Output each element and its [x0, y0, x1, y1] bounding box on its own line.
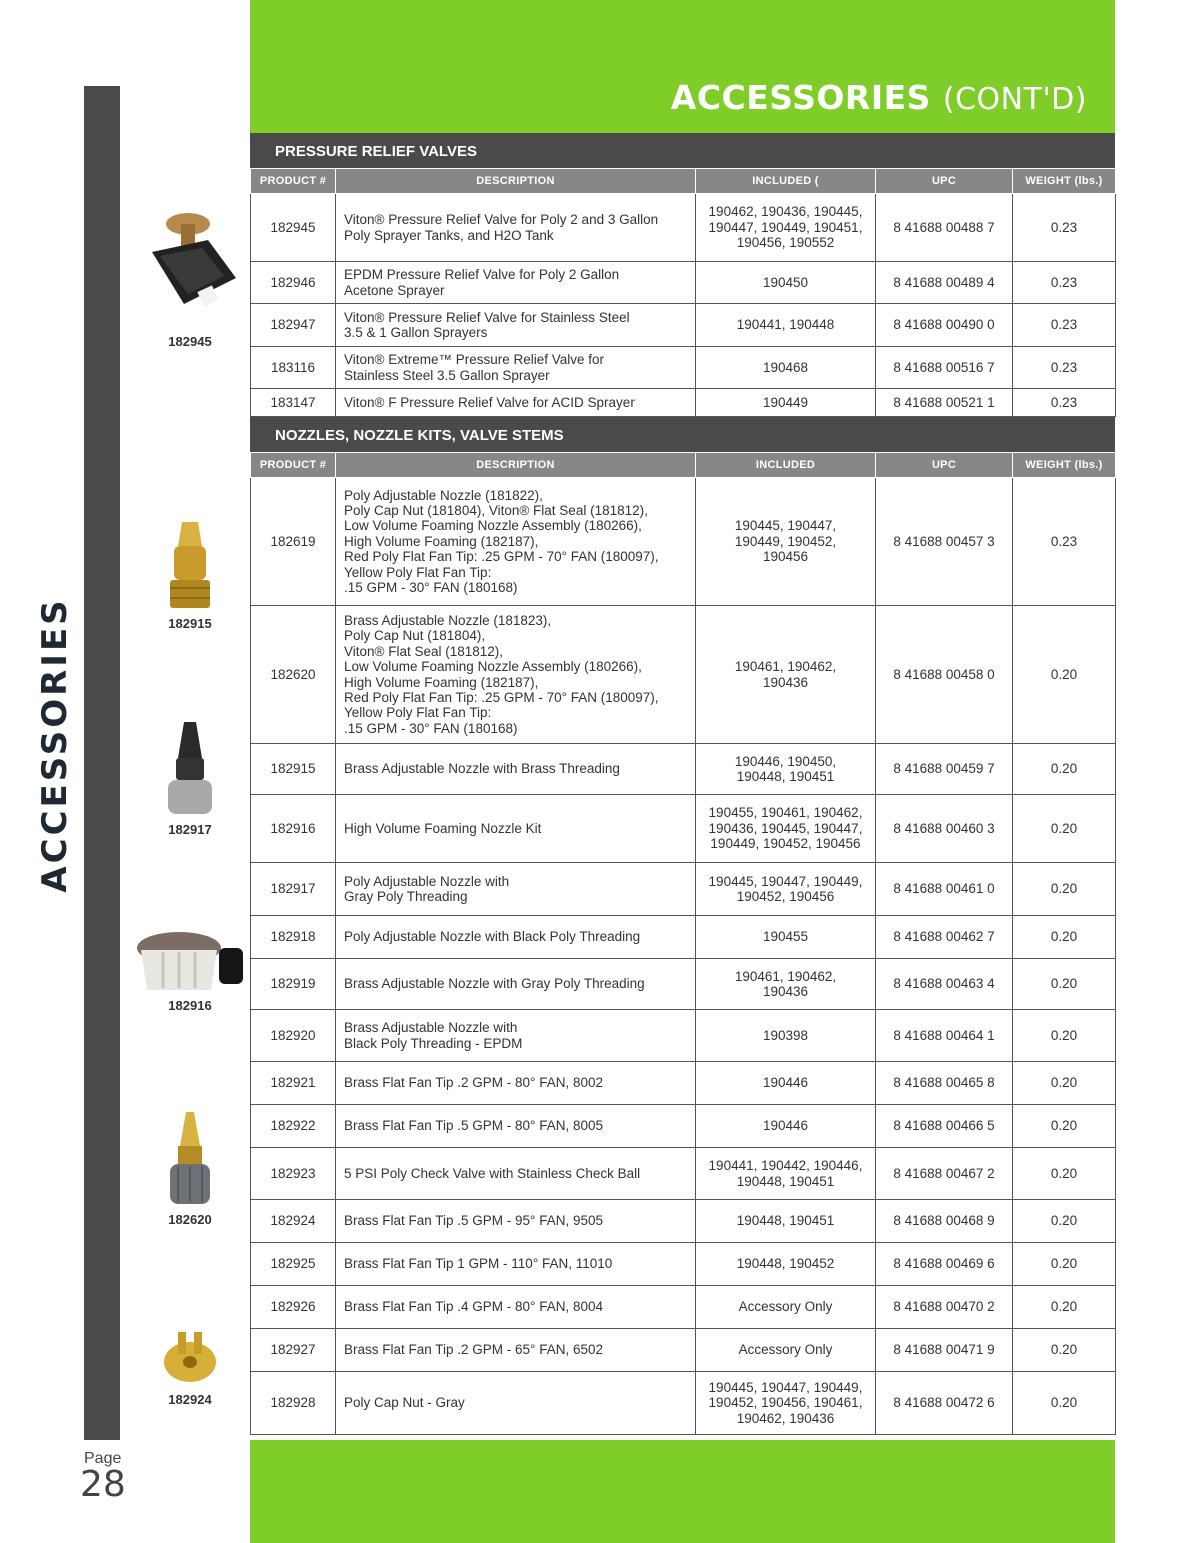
included-cell: 190455, 190461, 190462, 190436, 190445, 190447, 190449, 190452, 190456	[696, 795, 876, 863]
weight-cell: 0.23	[1013, 478, 1116, 606]
product-number-cell: 182928	[251, 1372, 336, 1435]
column-header: UPC	[876, 169, 1013, 194]
table-row	[251, 389, 1116, 417]
description-cell: EPDM Pressure Relief Valve for Poly 2 Gallon Acetone Sprayer	[336, 262, 696, 304]
product-table	[250, 452, 1116, 1435]
upc-cell: 8 41688 00490 0	[876, 304, 1013, 347]
description-cell: High Volume Foaming Nozzle Kit	[336, 795, 696, 863]
product-number-cell: 182919	[251, 959, 336, 1010]
product-number-cell: 182920	[251, 1010, 336, 1062]
weight-cell: 0.20	[1013, 606, 1116, 744]
upc-cell: 8 41688 00470 2	[876, 1286, 1013, 1329]
upc-cell: 8 41688 00457 3	[876, 478, 1013, 606]
brass-adjustable-nozzle-icon	[138, 1108, 242, 1208]
included-cell: 190462, 190436, 190445, 190447, 190449, 190451, 190456, 190552	[696, 194, 876, 262]
column-header: PRODUCT #	[251, 169, 336, 194]
thumbnail-182620	[135, 1108, 245, 1227]
product-number-cell: 182917	[251, 863, 336, 916]
included-cell: Accessory Only	[696, 1329, 876, 1372]
column-header: UPC	[876, 453, 1013, 478]
included-cell: 190450	[696, 262, 876, 304]
weight-cell: 0.20	[1013, 744, 1116, 795]
included-cell: 190445, 190447, 190449, 190452, 190456	[696, 478, 876, 606]
weight-cell: 0.20	[1013, 1010, 1116, 1062]
product-number-cell: 182925	[251, 1243, 336, 1286]
description-cell: Brass Flat Fan Tip .5 GPM - 95° FAN, 9505	[336, 1200, 696, 1243]
description-cell: Brass Flat Fan Tip .2 GPM - 80° FAN, 8002	[336, 1062, 696, 1105]
included-cell: 190441, 190442, 190446, 190448, 190451	[696, 1148, 876, 1200]
weight-cell: 0.23	[1013, 389, 1116, 417]
upc-cell: 8 41688 00460 3	[876, 795, 1013, 863]
thumbnail-182917	[135, 718, 245, 837]
poly-nozzle-icon	[138, 718, 242, 818]
product-number-cell: 182926	[251, 1286, 336, 1329]
column-header: WEIGHT (lbs.)	[1013, 453, 1116, 478]
description-cell: Brass Flat Fan Tip .5 GPM - 80° FAN, 8005	[336, 1105, 696, 1148]
column-header: DESCRIPTION	[336, 169, 696, 194]
table-row	[251, 744, 1116, 795]
weight-cell: 0.20	[1013, 1148, 1116, 1200]
included-cell: 190449	[696, 389, 876, 417]
product-table	[250, 168, 1116, 417]
product-tables	[250, 133, 1115, 1435]
header-banner	[250, 0, 1115, 133]
footer-banner	[250, 1440, 1115, 1543]
product-number-cell: 182916	[251, 795, 336, 863]
included-cell: 190448, 190452	[696, 1243, 876, 1286]
upc-cell: 8 41688 00516 7	[876, 347, 1013, 389]
description-cell: Poly Cap Nut - Gray	[336, 1372, 696, 1435]
column-header: INCLUDED	[696, 453, 876, 478]
included-cell: Accessory Only	[696, 1286, 876, 1329]
page-title	[671, 78, 1087, 117]
description-cell: Brass Adjustable Nozzle with Gray Poly Threading	[336, 959, 696, 1010]
weight-cell: 0.20	[1013, 1200, 1116, 1243]
product-number-cell: 182619	[251, 478, 336, 606]
table-row	[251, 478, 1116, 606]
upc-cell: 8 41688 00465 8	[876, 1062, 1013, 1105]
flat-fan-tip-icon	[138, 1328, 242, 1388]
weight-cell: 0.23	[1013, 304, 1116, 347]
upc-cell: 8 41688 00464 1	[876, 1010, 1013, 1062]
table-row	[251, 194, 1116, 262]
included-cell: 190446, 190450, 190448, 190451	[696, 744, 876, 795]
weight-cell: 0.20	[1013, 959, 1116, 1010]
description-cell: Brass Adjustable Nozzle with Black Poly Threading - EPDM	[336, 1010, 696, 1062]
table-row	[251, 1372, 1116, 1435]
thumbnail-182916	[135, 928, 245, 1013]
description-cell: Brass Adjustable Nozzle with Brass Threading	[336, 744, 696, 795]
description-cell: Poly Adjustable Nozzle with Gray Poly Threading	[336, 863, 696, 916]
page-title-main: ACCESSORIES	[670, 78, 931, 117]
upc-cell: 8 41688 00466 5	[876, 1105, 1013, 1148]
product-number-cell: 182924	[251, 1200, 336, 1243]
upc-cell: 8 41688 00469 6	[876, 1243, 1013, 1286]
pressure-relief-valve-icon	[138, 210, 242, 330]
description-cell: Brass Flat Fan Tip .4 GPM - 80° FAN, 8004	[336, 1286, 696, 1329]
description-cell: Poly Adjustable Nozzle (181822), Poly Cap Nut (181804), Viton® Flat Seal (181812), Low Volume Foaming Nozzle Assembly (180266), High Volume Foaming (182187), Red Poly Flat Fan Tip: .25 GPM - 70° FAN (180097), Yellow Poly Flat Fan Tip: .15 GPM - 30° FAN (180168)	[336, 478, 696, 606]
column-header: INCLUDED (	[696, 169, 876, 194]
upc-cell: 8 41688 00489 4	[876, 262, 1013, 304]
weight-cell: 0.20	[1013, 916, 1116, 959]
product-number-cell: 182923	[251, 1148, 336, 1200]
product-number-cell: 182947	[251, 304, 336, 347]
upc-cell: 8 41688 00472 6	[876, 1372, 1013, 1435]
description-cell: 5 PSI Poly Check Valve with Stainless Check Ball	[336, 1148, 696, 1200]
upc-cell: 8 41688 00488 7	[876, 194, 1013, 262]
table-row	[251, 795, 1116, 863]
upc-cell: 8 41688 00467 2	[876, 1148, 1013, 1200]
page-title-suffix: (CONT'D)	[942, 82, 1087, 117]
table-row	[251, 1329, 1116, 1372]
weight-cell: 0.20	[1013, 863, 1116, 916]
table-header-row	[251, 169, 1116, 194]
weight-cell: 0.20	[1013, 1062, 1116, 1105]
weight-cell: 0.20	[1013, 1286, 1116, 1329]
column-header: WEIGHT (lbs.)	[1013, 169, 1116, 194]
brass-nozzle-icon	[138, 516, 242, 612]
description-cell: Viton® Extreme™ Pressure Relief Valve for Stainless Steel 3.5 Gallon Sprayer	[336, 347, 696, 389]
upc-cell: 8 41688 00468 9	[876, 1200, 1013, 1243]
table-row	[251, 1286, 1116, 1329]
upc-cell: 8 41688 00459 7	[876, 744, 1013, 795]
weight-cell: 0.20	[1013, 1372, 1116, 1435]
thumbnail-182945	[135, 210, 245, 349]
foaming-nozzle-kit-icon	[135, 928, 245, 994]
table-row	[251, 1200, 1116, 1243]
upc-cell: 8 41688 00461 0	[876, 863, 1013, 916]
weight-cell: 0.20	[1013, 795, 1116, 863]
description-cell: Viton® Pressure Relief Valve for Stainless Steel 3.5 & 1 Gallon Sprayers	[336, 304, 696, 347]
included-cell: 190468	[696, 347, 876, 389]
weight-cell: 0.23	[1013, 262, 1116, 304]
product-number-cell: 182915	[251, 744, 336, 795]
description-cell: Brass Flat Fan Tip 1 GPM - 110° FAN, 11010	[336, 1243, 696, 1286]
table-row	[251, 304, 1116, 347]
side-bar	[84, 86, 120, 1440]
included-cell: 190461, 190462, 190436	[696, 959, 876, 1010]
product-number-cell: 182921	[251, 1062, 336, 1105]
product-number-cell: 182946	[251, 262, 336, 304]
section-header: NOZZLES, NOZZLE KITS, VALVE STEMS	[250, 417, 1115, 452]
table-row	[251, 1148, 1116, 1200]
table-header-row	[251, 453, 1116, 478]
product-number-cell: 182918	[251, 916, 336, 959]
upc-cell: 8 41688 00463 4	[876, 959, 1013, 1010]
included-cell: 190446	[696, 1105, 876, 1148]
table-row	[251, 1010, 1116, 1062]
section-header: PRESSURE RELIEF VALVES	[250, 133, 1115, 168]
description-cell: Brass Flat Fan Tip .2 GPM - 65° FAN, 6502	[336, 1329, 696, 1372]
included-cell: 190398	[696, 1010, 876, 1062]
included-cell: 190461, 190462, 190436	[696, 606, 876, 744]
upc-cell: 8 41688 00521 1	[876, 389, 1013, 417]
page-label: Page	[84, 1450, 122, 1467]
thumbnail-label: 182924	[168, 1392, 212, 1407]
product-number-cell: 182927	[251, 1329, 336, 1372]
weight-cell: 0.23	[1013, 194, 1116, 262]
included-cell: 190445, 190447, 190449, 190452, 190456	[696, 863, 876, 916]
upc-cell: 8 41688 00462 7	[876, 916, 1013, 959]
table-row	[251, 916, 1116, 959]
thumbnail-label: 182945	[168, 334, 212, 349]
weight-cell: 0.20	[1013, 1329, 1116, 1372]
table-row	[251, 1243, 1116, 1286]
upc-cell: 8 41688 00471 9	[876, 1329, 1013, 1372]
weight-cell: 0.20	[1013, 1105, 1116, 1148]
column-header: DESCRIPTION	[336, 453, 696, 478]
product-number-cell: 183147	[251, 389, 336, 417]
included-cell: 190441, 190448	[696, 304, 876, 347]
weight-cell: 0.20	[1013, 1243, 1116, 1286]
description-cell: Viton® Pressure Relief Valve for Poly 2 and 3 Gallon Poly Sprayer Tanks, and H2O Tank	[336, 194, 696, 262]
table-row	[251, 1062, 1116, 1105]
product-number-cell: 182945	[251, 194, 336, 262]
table-row	[251, 863, 1116, 916]
table-row	[251, 959, 1116, 1010]
thumbnail-182915	[135, 516, 245, 631]
description-cell: Viton® F Pressure Relief Valve for ACID Sprayer	[336, 389, 696, 417]
upc-cell: 8 41688 00458 0	[876, 606, 1013, 744]
included-cell: 190446	[696, 1062, 876, 1105]
thumbnail-label: 182915	[168, 616, 212, 631]
included-cell: 190445, 190447, 190449, 190452, 190456, 190461, 190462, 190436	[696, 1372, 876, 1435]
thumbnail-label: 182620	[168, 1212, 212, 1227]
product-number-cell: 182922	[251, 1105, 336, 1148]
thumbnail-182924	[135, 1328, 245, 1407]
description-cell: Poly Adjustable Nozzle with Black Poly Threading	[336, 916, 696, 959]
side-section-label: ACCESSORIES	[35, 597, 75, 893]
included-cell: 190448, 190451	[696, 1200, 876, 1243]
description-cell: Brass Adjustable Nozzle (181823), Poly Cap Nut (181804), Viton® Flat Seal (181812), Low Volume Foaming Nozzle Assembly (180266), High Volume Foaming (182187), Red Poly Flat Fan Tip: .25 GPM - 70° FAN (180097), Yellow Poly Flat Fan Tip: .15 GPM - 30° FAN (180168)	[336, 606, 696, 744]
table-row	[251, 262, 1116, 304]
thumbnail-label: 182916	[168, 998, 212, 1013]
table-row	[251, 347, 1116, 389]
included-cell: 190455	[696, 916, 876, 959]
product-number-cell: 182620	[251, 606, 336, 744]
weight-cell: 0.23	[1013, 347, 1116, 389]
page-number: 28	[80, 1464, 126, 1505]
thumbnail-label: 182917	[168, 822, 212, 837]
column-header: PRODUCT #	[251, 453, 336, 478]
product-number-cell: 183116	[251, 347, 336, 389]
table-row	[251, 606, 1116, 744]
table-row	[251, 1105, 1116, 1148]
